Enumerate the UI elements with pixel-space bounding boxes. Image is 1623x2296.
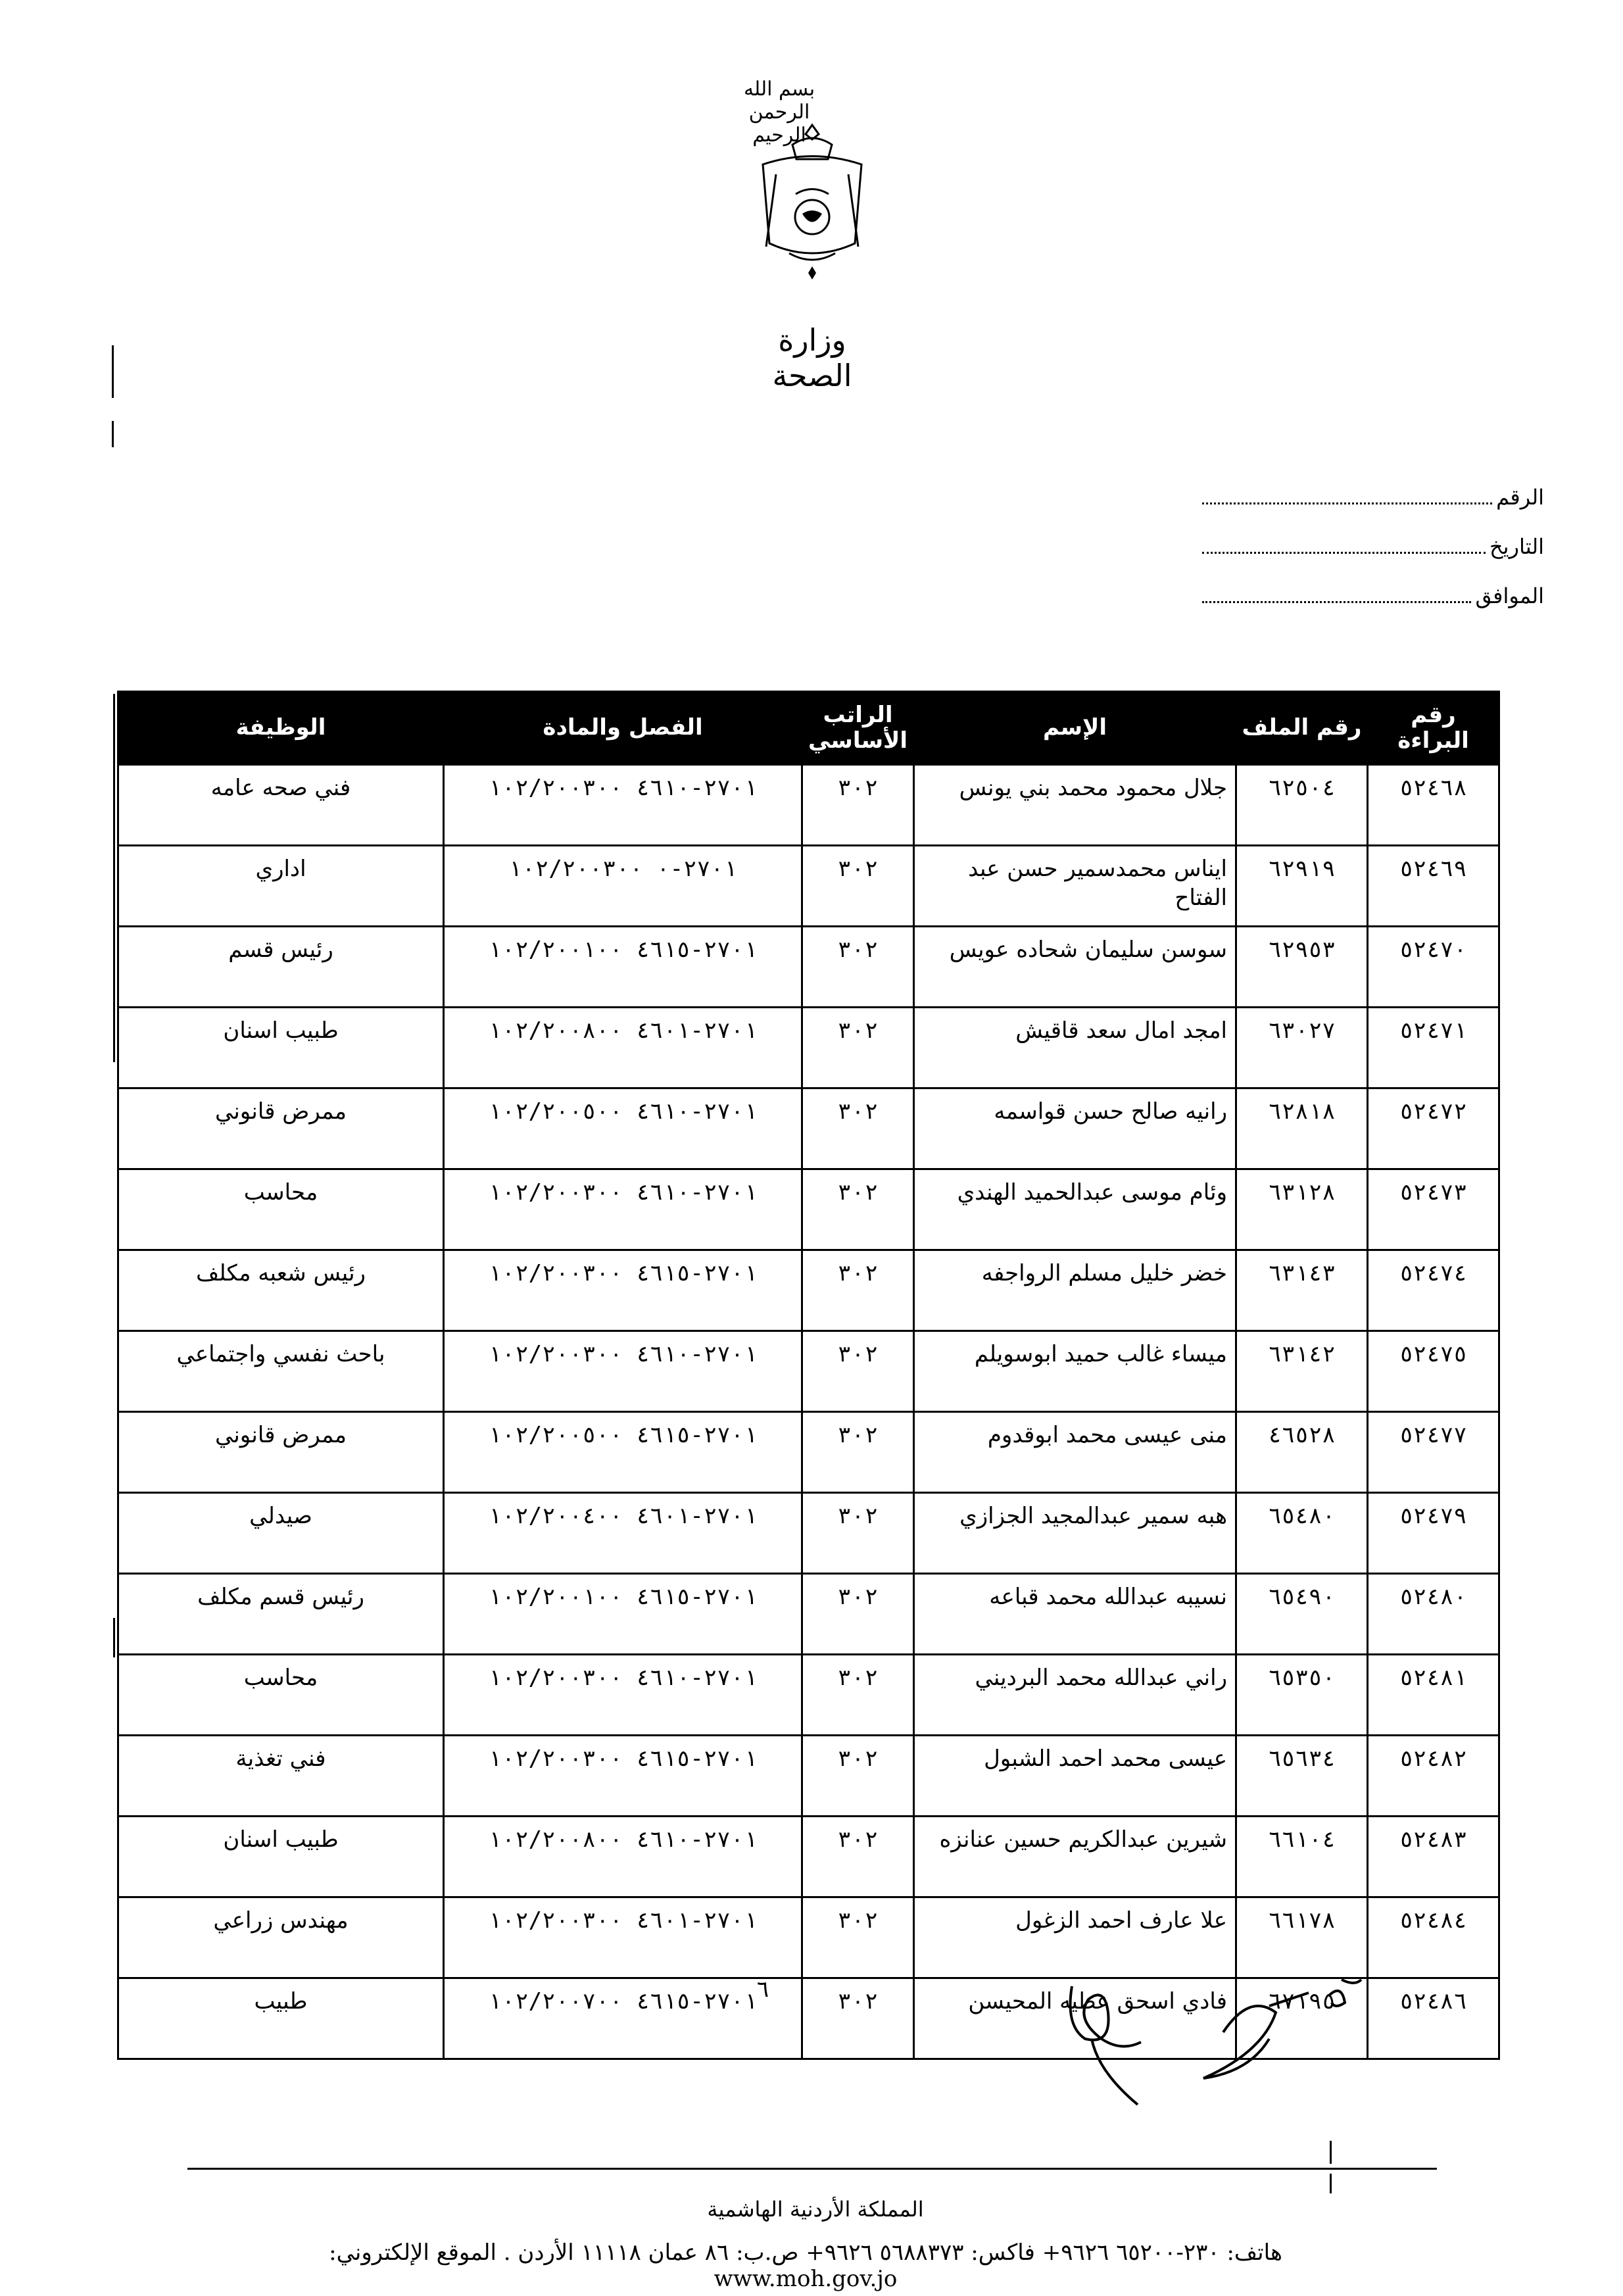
page-number: ٦ xyxy=(756,1976,769,2003)
cell-roll-no: ٥٢٤٧٥ xyxy=(1368,1331,1499,1412)
table-header-row xyxy=(118,692,1499,765)
ref-number-label: الرقم xyxy=(1496,485,1544,510)
cell-name: فادي اسحق عطيه المحيسن xyxy=(914,1978,1236,2059)
cell-roll-no: ٥٢٤٨١ xyxy=(1368,1655,1499,1736)
cell-chapter-article: ٢٧٠١-٤٦١٥ ١٠٢/٢٠٠١٠٠ xyxy=(444,927,802,1008)
coat-of-arms-emblem xyxy=(750,118,875,293)
cell-job: اداري xyxy=(118,846,444,927)
cell-base-salary: ٣٠٢ xyxy=(802,1008,914,1088)
cell-chapter-article: ٢٧٠١-٤٦١٠ ١٠٢/٢٠٠٣٠٠ xyxy=(444,1655,802,1736)
ref-date-row xyxy=(1202,526,1544,559)
cell-job: فني تغذية xyxy=(118,1736,444,1817)
cell-roll-no: ٥٢٤٦٨ xyxy=(1368,765,1499,846)
cell-chapter-article: ٢٧٠١-٤٦٠١ ١٠٢/٢٠٠٤٠٠ xyxy=(444,1493,802,1574)
margin-mark xyxy=(112,345,114,398)
footer-contact: هاتف: ٢٣٠-٦٥٢٠٠ ٩٦٢٦+ فاكس: ٥٦٨٨٣٧٣ ٩٦٢٦+ ص.ب: ٨٦ عمان ١١١١٨ الأردن . الموقع الإلكتروني: www.moh.gov.jo xyxy=(329,2239,1282,2292)
cell-roll-no: ٥٢٤٧٣ xyxy=(1368,1169,1499,1250)
cell-job: باحث نفسي واجتماعي xyxy=(118,1331,444,1412)
cell-base-salary: ٣٠٢ xyxy=(802,765,914,846)
cell-file-no: ٦٢٩٥٣ xyxy=(1236,927,1368,1008)
cell-name: ميساء غالب حميد ابوسويلم xyxy=(914,1331,1236,1412)
cell-file-no: ٦٦١٠٤ xyxy=(1236,1817,1368,1897)
cell-chapter-article: ٢٧٠١-٠ ١٠٢/٢٠٠٣٠٠ xyxy=(444,846,802,927)
ref-date-label: التاريخ xyxy=(1489,534,1544,559)
cell-chapter-article: ٢٧٠١-٤٦١٥ ١٠٢/٢٠٠١٠٠ xyxy=(444,1574,802,1655)
cell-job: طبيب اسنان xyxy=(118,1008,444,1088)
cell-chapter-article: ٢٧٠١-٤٦١٥ ١٠٢/٢٠٠٥٠٠ xyxy=(444,1412,802,1493)
cell-roll-no: ٥٢٤٨٣ xyxy=(1368,1817,1499,1897)
table-row xyxy=(118,1493,1499,1574)
cell-job: فني صحه عامه xyxy=(118,765,444,846)
ref-corresponding-dots xyxy=(1202,601,1471,603)
table-row xyxy=(118,1817,1499,1897)
margin-mark xyxy=(113,1618,115,1657)
cell-file-no: ٦٥٤٨٠ xyxy=(1236,1493,1368,1574)
margin-mark xyxy=(113,694,115,1062)
cell-name: خضر خليل مسلم الرواجفه xyxy=(914,1250,1236,1331)
table-row xyxy=(118,1008,1499,1088)
table-row xyxy=(118,1250,1499,1331)
cell-name: رانيه صالح حسن قواسمه xyxy=(914,1088,1236,1169)
cell-job: طبيب اسنان xyxy=(118,1817,444,1897)
cell-chapter-article: ٢٧٠١-٤٦١٥ ١٠٢/٢٠٠٣٠٠ xyxy=(444,1250,802,1331)
cell-base-salary: ٣٠٢ xyxy=(802,846,914,927)
cell-chapter-article: ٢٧٠١-٤٦١٥ ١٠٢/٢٠٠٣٠٠ xyxy=(444,1736,802,1817)
table-row xyxy=(118,1331,1499,1412)
cell-job: رئيس شعبه مكلف xyxy=(118,1250,444,1331)
table-row xyxy=(118,1736,1499,1817)
table-row xyxy=(118,1412,1499,1493)
header-base-salary: الراتب الأساسي xyxy=(802,692,914,765)
cell-job: ممرض قانوني xyxy=(118,1412,444,1493)
cell-file-no: ٦٣١٤٢ xyxy=(1236,1331,1368,1412)
cell-base-salary: ٣٠٢ xyxy=(802,1574,914,1655)
cell-base-salary: ٣٠٢ xyxy=(802,1169,914,1250)
header-roll-no: رقم البراءة xyxy=(1368,692,1499,765)
ministry-name: وزارة الصحة xyxy=(772,322,852,393)
footer-rule xyxy=(187,2168,1437,2170)
cell-base-salary: ٣٠٢ xyxy=(802,1088,914,1169)
cell-roll-no: ٥٢٤٨٢ xyxy=(1368,1736,1499,1817)
cell-job: رئيس قسم مكلف xyxy=(118,1574,444,1655)
cell-roll-no: ٥٢٤٧٤ xyxy=(1368,1250,1499,1331)
cell-job: مهندس زراعي xyxy=(118,1897,444,1978)
table-row xyxy=(118,846,1499,927)
cell-name: هبه سمير عبدالمجيد الجزازي xyxy=(914,1493,1236,1574)
cell-roll-no: ٥٢٤٧٩ xyxy=(1368,1493,1499,1574)
table-row xyxy=(118,765,1499,846)
basmala: بسم الله الرحمن الرحيم xyxy=(743,78,815,147)
cell-job: صيدلي xyxy=(118,1493,444,1574)
cell-base-salary: ٣٠٢ xyxy=(802,1897,914,1978)
cell-chapter-article: ٢٧٠١-٤٦٠١ ١٠٢/٢٠٠٨٠٠ xyxy=(444,1008,802,1088)
cell-roll-no: ٥٢٤٧١ xyxy=(1368,1008,1499,1088)
ref-date-dots xyxy=(1202,552,1486,554)
cell-file-no: ٦٣١٢٨ xyxy=(1236,1169,1368,1250)
cell-file-no: ٦٢٨١٨ xyxy=(1236,1088,1368,1169)
cell-name: سوسن سليمان شحاده عويس xyxy=(914,927,1236,1008)
employee-table xyxy=(117,691,1500,2060)
cell-roll-no: ٥٢٤٨٦ xyxy=(1368,1978,1499,2059)
cell-base-salary: ٣٠٢ xyxy=(802,1655,914,1736)
cell-roll-no: ٥٢٤٧٠ xyxy=(1368,927,1499,1008)
handwritten-signatures xyxy=(1052,1966,1420,2118)
cell-file-no: ٦٣١٤٣ xyxy=(1236,1250,1368,1331)
cell-file-no: ٦٢٩١٩ xyxy=(1236,846,1368,927)
cell-base-salary: ٣٠٢ xyxy=(802,927,914,1008)
margin-mark xyxy=(1330,2174,1332,2193)
cell-file-no: ٤٦٥٢٨ xyxy=(1236,1412,1368,1493)
cell-name: وئام موسى عبدالحميد الهندي xyxy=(914,1169,1236,1250)
ref-number-dots xyxy=(1202,502,1492,504)
cell-roll-no: ٥٢٤٧٧ xyxy=(1368,1412,1499,1493)
table-row xyxy=(118,1574,1499,1655)
ref-corresponding-label: الموافق xyxy=(1475,583,1544,608)
cell-roll-no: ٥٢٤٦٩ xyxy=(1368,846,1499,927)
ref-number-row xyxy=(1202,477,1544,510)
table-row xyxy=(118,1655,1499,1736)
table-row xyxy=(118,927,1499,1008)
cell-file-no: ٦٣٠٢٧ xyxy=(1236,1008,1368,1088)
cell-chapter-article: ٢٧٠١-٤٦١٥ ١٠٢/٢٠٠٧٠٠ xyxy=(444,1978,802,2059)
cell-roll-no: ٥٢٤٧٢ xyxy=(1368,1088,1499,1169)
header-job: الوظيفة xyxy=(118,692,444,765)
cell-job: ممرض قانوني xyxy=(118,1088,444,1169)
cell-name: جلال محمود محمد بني يونس xyxy=(914,765,1236,846)
cell-file-no: ٦٦١٧٨ xyxy=(1236,1897,1368,1978)
margin-mark xyxy=(112,421,114,447)
cell-base-salary: ٣٠٢ xyxy=(802,1493,914,1574)
cell-job: طبيب xyxy=(118,1978,444,2059)
cell-file-no: ٦٧١٩٥ xyxy=(1236,1978,1368,2059)
table-row xyxy=(118,1088,1499,1169)
cell-file-no: ٦٥٣٥٠ xyxy=(1236,1655,1368,1736)
header-name: الإسم xyxy=(914,692,1236,765)
cell-chapter-article: ٢٧٠١-٤٦١٠ ١٠٢/٢٠٠٣٠٠ xyxy=(444,1331,802,1412)
cell-chapter-article: ٢٧٠١-٤٦١٠ ١٠٢/٢٠٠٨٠٠ xyxy=(444,1817,802,1897)
cell-chapter-article: ٢٧٠١-٤٦٠١ ١٠٢/٢٠٠٣٠٠ xyxy=(444,1897,802,1978)
cell-file-no: ٦٥٦٣٤ xyxy=(1236,1736,1368,1817)
cell-job: محاسب xyxy=(118,1655,444,1736)
cell-name: امجد امال سعد قاقيش xyxy=(914,1008,1236,1088)
cell-chapter-article: ٢٧٠١-٤٦١٠ ١٠٢/٢٠٠٣٠٠ xyxy=(444,765,802,846)
cell-name: ايناس محمدسمير حسن عبد الفتاح xyxy=(914,846,1236,927)
cell-name: راني عبدالله محمد البرديني xyxy=(914,1655,1236,1736)
footer-kingdom: المملكة الأردنية الهاشمية xyxy=(707,2197,924,2222)
cell-name: عيسى محمد احمد الشبول xyxy=(914,1736,1236,1817)
cell-base-salary: ٣٠٢ xyxy=(802,1817,914,1897)
margin-mark xyxy=(1330,2141,1332,2164)
cell-roll-no: ٥٢٤٨٠ xyxy=(1368,1574,1499,1655)
cell-chapter-article: ٢٧٠١-٤٦١٠ ١٠٢/٢٠٠٥٠٠ xyxy=(444,1088,802,1169)
employee-table-wrapper xyxy=(117,691,1498,2060)
cell-base-salary: ٣٠٢ xyxy=(802,1978,914,2059)
cell-base-salary: ٣٠٢ xyxy=(802,1331,914,1412)
ref-corresponding-row xyxy=(1202,575,1544,608)
cell-job: محاسب xyxy=(118,1169,444,1250)
cell-name: شيرين عبدالكريم حسين عنانزه xyxy=(914,1817,1236,1897)
cell-file-no: ٦٥٤٩٠ xyxy=(1236,1574,1368,1655)
cell-chapter-article: ٢٧٠١-٤٦١٠ ١٠٢/٢٠٠٣٠٠ xyxy=(444,1169,802,1250)
cell-base-salary: ٣٠٢ xyxy=(802,1250,914,1331)
cell-name: علا عارف احمد الزغول xyxy=(914,1897,1236,1978)
table-body xyxy=(118,765,1499,2059)
cell-name: منى عيسى محمد ابوقدوم xyxy=(914,1412,1236,1493)
cell-file-no: ٦٢٥٠٤ xyxy=(1236,765,1368,846)
header-file-no: رقم الملف xyxy=(1236,692,1368,765)
cell-roll-no: ٥٢٤٨٤ xyxy=(1368,1897,1499,1978)
header-chapter-article: الفصل والمادة xyxy=(444,692,802,765)
cell-base-salary: ٣٠٢ xyxy=(802,1412,914,1493)
cell-name: نسيبه عبدالله محمد قباعه xyxy=(914,1574,1236,1655)
cell-base-salary: ٣٠٢ xyxy=(802,1736,914,1817)
table-row xyxy=(118,1169,1499,1250)
cell-job: رئيس قسم xyxy=(118,927,444,1008)
